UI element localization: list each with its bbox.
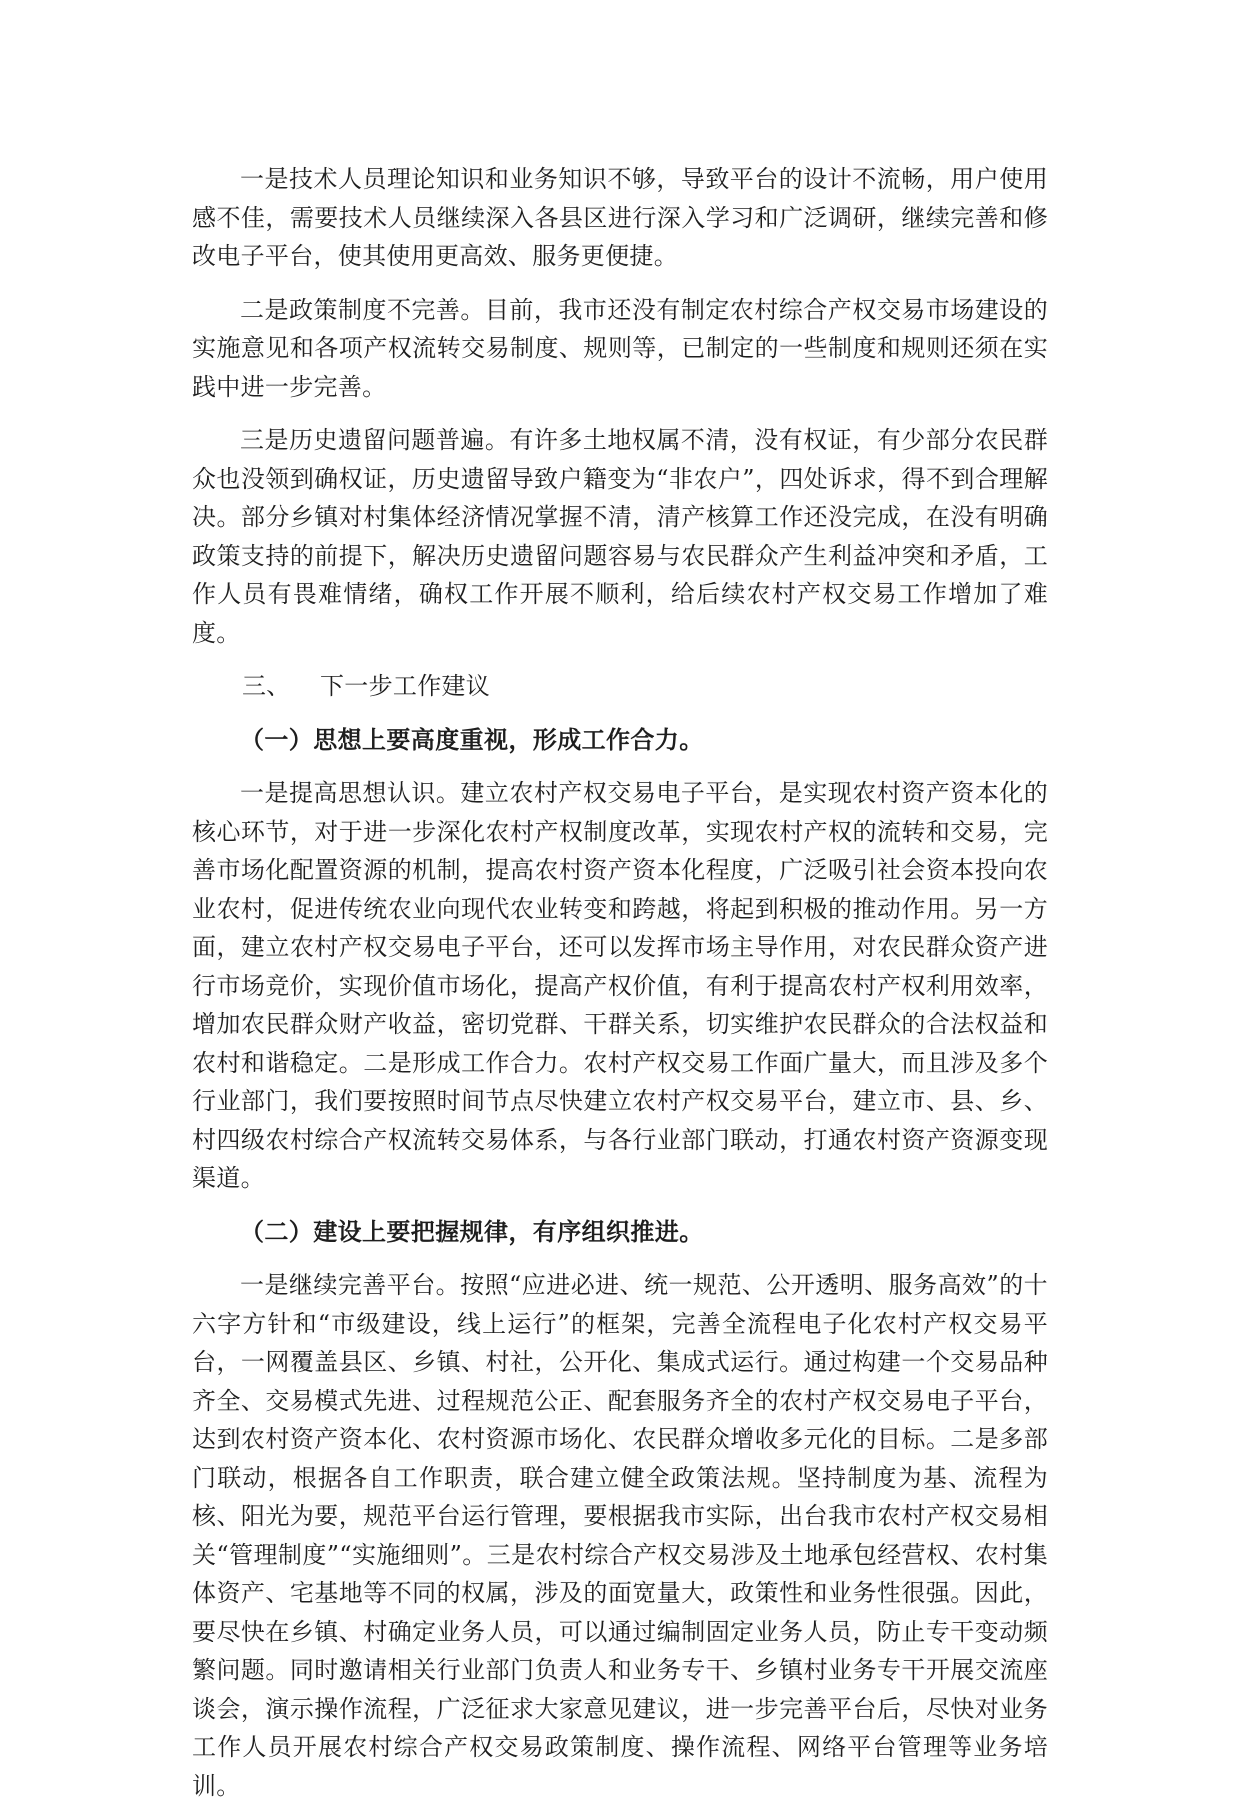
subheading-construction: （二）建设上要把握规律，有序组织推进。	[240, 1216, 704, 1246]
document-body	[192, 160, 1048, 1820]
paragraph-ideology: 一是提高思想认识。建立农村产权交易电子平台，是实现农村资产资本化的核心环节，对于进一步深化农村产权制度改革，实现农村产权的流转和交易，完善市场化配置资源的机制，提高农村资产资本化程度，广泛吸引社会资本投向农业农村，促进传统农业向现代农业转变和跨越，将起到积极的推动作用。另一方面，建立农村产权交易电子平台，还可以发挥市场主导作用，对农民群众资产进行市场竞价，实现价值市场化，提高产权价值，有利于提高农村产权利用效率，增加农民群众财产收益，密切党群、干群关系，切实维护农民群众的合法权益和农村和谐稳定。二是形成工作合力。农村产权交易工作面广量大，而且涉及多个行业部门，我们要按照时间节点尽快建立农村产权交易平台，建立市、县、乡、村四级农村综合产权流转交易体系，与各行业部门联动，打通农村资产资源变现渠道。	[192, 779, 1048, 1192]
section-title: 下一步工作建议	[320, 672, 491, 700]
subheading-ideology: （一）思想上要高度重视，形成工作合力。	[240, 724, 704, 754]
paragraph-policy-system: 二是政策制度不完善。目前，我市还没有制定农村综合产权交易市场建设的实施意见和各项产权流转交易制度、规则等，已制定的一些制度和规则还须在实践中进一步完善。	[192, 295, 1048, 401]
paragraph-historical-issues: 三是历史遗留问题普遍。有许多土地权属不清，没有权证，有少部分农民群众也没领到确权证，历史遗留导致户籍变为“非农户”，四处诉求，得不到合理解决。部分乡镇对村集体经济情况掌握不清，清产核算工作还没完成，在没有明确政策支持的前提下，解决历史遗留问题容易与农民群众产生利益冲突和矛盾，工作人员有畏难情绪，确权工作开展不顺利，给后续农村产权交易工作增加了难度。	[192, 426, 1048, 647]
section-heading-next-steps	[192, 667, 1048, 706]
paragraph-construction: 一是继续完善平台。按照“应进必进、统一规范、公开透明、服务高效”的十六字方针和“市级建设，线上运行”的框架，完善全流程电子化农村产权交易平台，一网覆盖县区、乡镇、村社，公开化、集成式运行。通过构建一个交易品种齐全、交易模式先进、过程规范公正、配套服务齐全的农村产权交易电子平台，达到农村资产资本化、农村资源市场化、农民群众增收多元化的目标。二是多部门联动，根据各自工作职责，联合建立健全政策法规。坚持制度为基、流程为核、阳光为要，规范平台运行管理，要根据我市实际，出台我市农村产权交易相关“管理制度”“实施细则”。三是农村综合产权交易涉及土地承包经营权、农村集体资产、宅基地等不同的权属，涉及的面宽量大，政策性和业务性很强。因此，要尽快在乡镇、村确定业务人员，可以通过编制固定业务人员，防止专干变动频繁问题。同时邀请相关行业部门负责人和业务专干、乡镇村业务专干开展交流座谈会，演示操作流程，广泛征求大家意见建议，进一步完善平台后，尽快对业务工作人员开展农村综合产权交易政策制度、操作流程、网络平台管理等业务培训。	[192, 1271, 1048, 1800]
paragraph-tech-staff: 一是技术人员理论知识和业务知识不够，导致平台的设计不流畅，用户使用感不佳，需要技术人员继续深入各县区进行深入学习和广泛调研，继续完善和修改电子平台，使其使用更高效、服务更便捷。	[192, 165, 1048, 270]
section-number: 三、	[242, 672, 291, 700]
